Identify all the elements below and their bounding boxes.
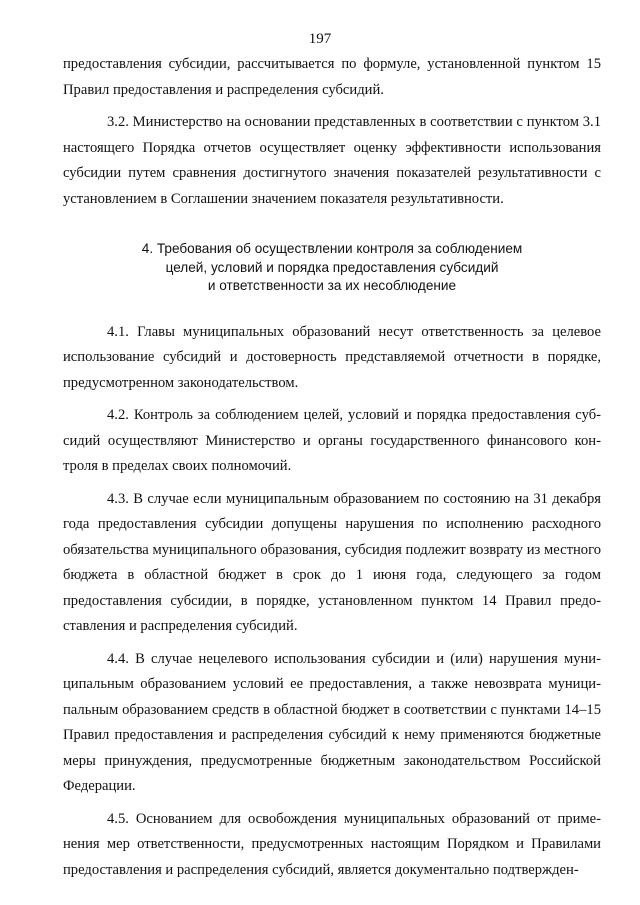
- section-title-line: 4. Требования об осуществлении контроля за соблюдением: [141, 241, 523, 256]
- intro-paragraph: предоставления субсидии, рассчитывается по формуле, установленной пунктом 15 Правил предоставления и распределения субсидий.: [63, 56, 601, 98]
- section-title-line: целей, условий и порядка предоставления субсидий: [165, 259, 499, 275]
- document-body: [63, 52, 601, 883]
- section-title-line: и ответственности за их несоблюдение: [207, 278, 457, 293]
- section-4-title: [63, 240, 601, 296]
- paragraph-4-4: 4.4. В случае нецелевого использования субсидии и (или) нарушения муниципальным образованием условий ее предоставления, а также невозврата муниципальным образованием средств в областной бюджет в соответствии с пунктами 14–15 Правил предоставления и распределения субсидий к нему применяются бюджетные меры принуждения, предусмотренные бюджетным законодательством Российской Федерации.: [63, 650, 601, 794]
- paragraph-4-3: 4.3. В случае если муниципальным образованием по состоянию на 31 декабря года предоставления субсидии допущены нарушения по исполнению расходного обязательства муниципального образования, субсидия подлежит возврату из местного бюджета в областной бюджет в срок до 1 июня года, следующего за годом предоставления субсидии, в порядке, установленном пунктом 14 Правил предоставления и распределения субсидий.: [63, 490, 601, 634]
- paragraph-4-1: 4.1. Главы муниципальных образований несут ответственность за целевое использование субсидий и достоверность представляемой отчетности в порядке, предусмотренном законодательством.: [63, 323, 601, 391]
- paragraph-4-2: 4.2. Контроль за соблюдением целей, условий и порядка предоставления субсидий осуществляют Министерство и органы государственного финансового контроля в пределах своих полномочий.: [63, 407, 601, 474]
- page-number: 197: [308, 31, 332, 47]
- paragraph-4-5: 4.5. Основанием для освобождения муниципальных образований от применения мер ответственности, предусмотренных настоящим Порядком и Правилами предоставления и распределения субсидий, является документально подтвержден-: [63, 810, 601, 878]
- paragraph-3-2: 3.2. Министерство на основании представленных в соответствии с пунктом 3.1 настоящего Порядка отчетов осуществляет оценку эффективности использования субсидии путем сравнения достигнутого значения показателей результативности с установлением в Соглашении значением показателя результативности.: [63, 114, 601, 207]
